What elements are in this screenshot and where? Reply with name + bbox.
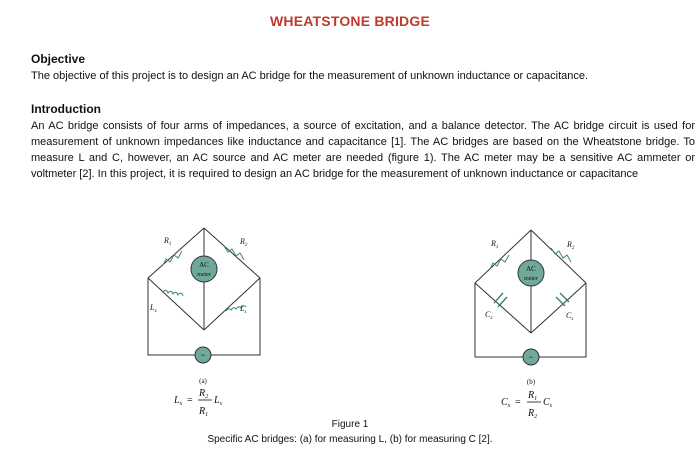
bridge-b-r2-resistor — [551, 248, 571, 262]
equation-a — [173, 388, 223, 418]
svg-text:R2: $R_2$ — [528, 408, 538, 420]
bridge-b-cs-plate1 — [556, 297, 565, 306]
figure-b-label: (b) — [526, 378, 536, 386]
bridge-a — [148, 228, 260, 363]
bridge-a-left-wire — [148, 278, 195, 355]
bridge-b-cs-arm — [531, 283, 586, 333]
bridge-b-cx-plate1 — [494, 293, 503, 303]
svg-text:Ls: $L_s$ — [214, 395, 222, 407]
bridge-a-source-symbol: ~ — [200, 351, 206, 360]
bridge-b-r1-label: $R_1$ — [491, 239, 499, 250]
introduction-text: An AC bridge consists of four arms of impedances, a source of excitation, and a balance detector. The AC bridge circuit is used for measurement of unknown impedances like inductance and capacitance [1]. The AC bridges are based on the Wheatstone bridge. To measure L and C, however, an AC source and AC meter are needed (figure 1). The AC meter may be a sensitive AC ammeter or voltmeter [2]. In this project, it is required to design an AC bridge for the measurement of unknown inductance or capacitance — [31, 120, 695, 180]
svg-text:Cx: $C_x$ — [501, 397, 511, 409]
bridge-a-ac-meter — [191, 256, 217, 282]
bridge-b-r1-resistor — [490, 255, 509, 269]
bridge-a-r1-resistor — [163, 251, 182, 265]
bridge-b-source-symbol: ~ — [528, 353, 534, 362]
introduction-heading: Introduction — [31, 102, 101, 116]
bridge-b-meter-label-1: AC — [526, 265, 536, 273]
bridge-a-lx-arm — [148, 278, 204, 330]
bridge-b-r2-label: $R_2$ — [567, 240, 575, 251]
figure-a-label: (a) — [199, 377, 207, 385]
equation-b — [501, 390, 553, 420]
svg-text:=: = — [187, 395, 193, 406]
bridge-a-meter-label-2: meter — [197, 272, 211, 278]
bridge-a-r1-label: $R_1$ — [164, 236, 172, 247]
objective-heading: Objective — [31, 52, 86, 66]
svg-text:R1: $R_1$ — [528, 390, 538, 402]
figure-caption-text: Specific AC bridges: (a) for measuring L, (b) for measuring C [2]. — [207, 434, 493, 445]
svg-text:R1: $R_1$ — [199, 406, 209, 418]
bridge-b-meter-label-2: meter — [524, 276, 538, 282]
objective-text: The objective of this project is to design an AC bridge for the measurement of unknown inductance or capacitance. — [31, 70, 589, 82]
bridge-a-r2-label: $R_2$ — [240, 237, 248, 248]
bridge-b-ac-meter — [518, 260, 544, 286]
bridge-b-cs-label: $C_s$ — [566, 311, 574, 322]
bridge-a-lx-label: $L_x$ — [150, 303, 157, 314]
figure-caption-title: Figure 1 — [331, 419, 369, 430]
bridge-a-ls-label: $L_s$ — [240, 304, 247, 315]
bridge-b-right-wire — [539, 283, 586, 357]
bridge-b — [475, 230, 586, 365]
bridge-b-cx-label: $C_x$ — [485, 310, 493, 321]
svg-text:Cs: $C_s$ — [543, 397, 553, 409]
bridge-b-cs-plate2 — [560, 293, 569, 302]
bridge-b-cx-arm — [475, 283, 531, 333]
bridge-a-ls-arm — [204, 278, 260, 330]
svg-text:Lx: $L_x$ — [174, 395, 183, 407]
page-title: WHEATSTONE BRIDGE — [270, 13, 430, 29]
bridge-a-meter-label-1: AC — [199, 261, 209, 269]
bridge-b-cx-plate2 — [498, 297, 507, 307]
svg-text:R2: $R_2$ — [199, 388, 209, 400]
svg-text:=: = — [515, 397, 521, 408]
